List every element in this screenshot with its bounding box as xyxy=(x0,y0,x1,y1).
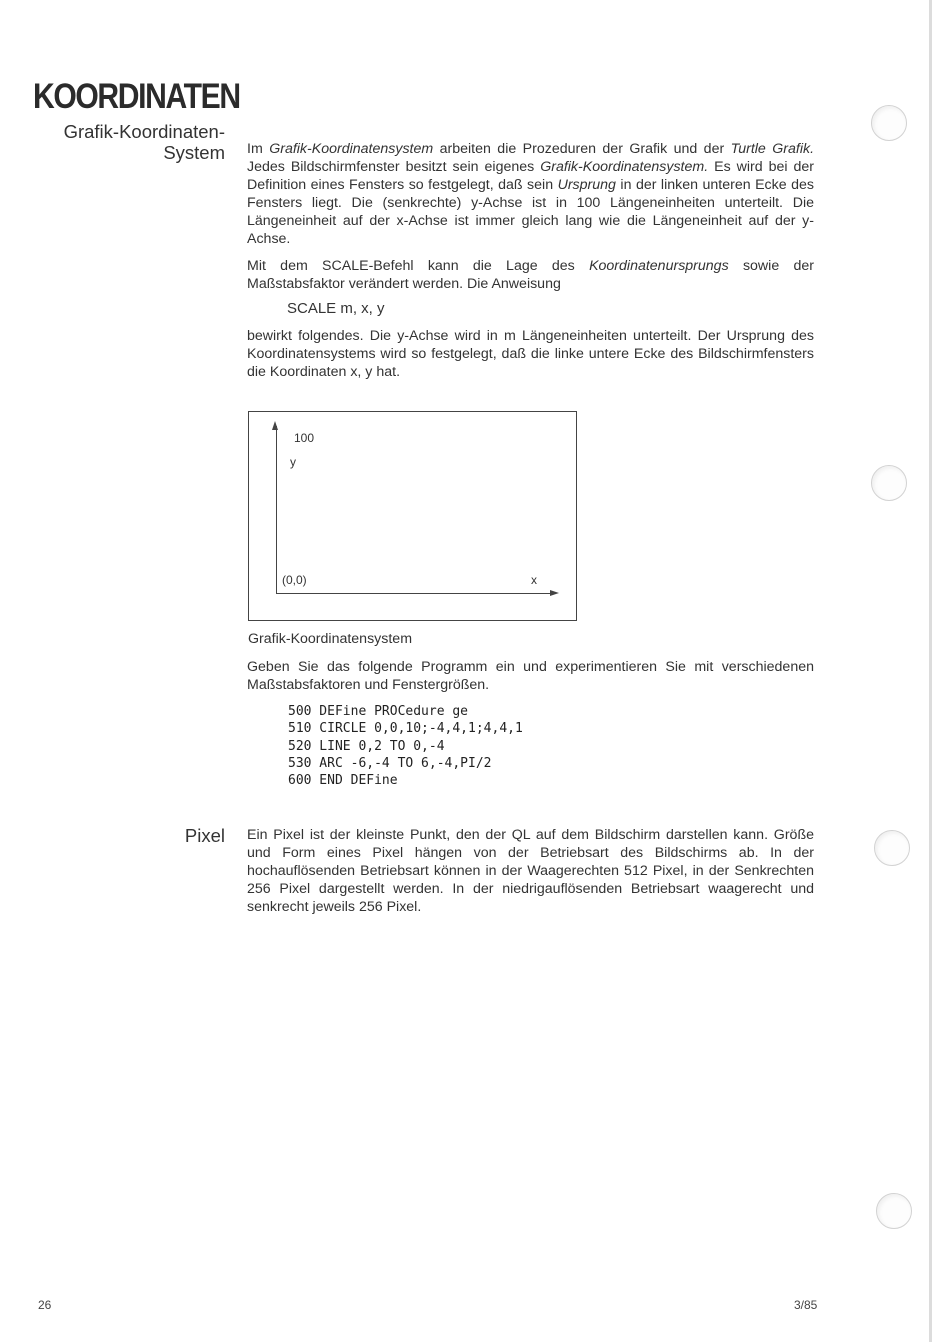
x-axis xyxy=(276,593,552,594)
code-line: 530 ARC -6,-4 TO 6,-4,PI/2 xyxy=(288,755,492,771)
diagram-caption: Grafik-Koordinatensystem xyxy=(248,631,413,647)
coordinate-diagram xyxy=(248,411,577,621)
edition-date: 3/85 xyxy=(794,1298,818,1312)
code-line: 500 DEFine PROCedure ge xyxy=(288,704,469,719)
section-heading-pixel: Pixel xyxy=(184,825,225,846)
scale-command: SCALE m, x, y xyxy=(287,300,385,317)
binder-hole xyxy=(871,105,907,141)
page-number: 26 xyxy=(38,1298,52,1312)
binder-hole xyxy=(876,1193,912,1229)
section-heading-grafik-koordinatensystem xyxy=(64,121,225,163)
label-x: x xyxy=(531,573,537,587)
label-origin: (0,0) xyxy=(282,573,307,587)
label-100: 100 xyxy=(294,431,315,445)
page-edge xyxy=(929,0,932,1342)
code-line: 510 CIRCLE 0,0,10;-4,4,1;4,4,1 xyxy=(288,721,523,737)
paragraph-pixel: Ein Pixel ist der kleinste Punkt, den der QL auf dem Bildschirm darstellen kann. Größe und Form eines Pixel hängen von der Betriebsart des Bildschirms ab. In der hochauflösenden Betriebsart können in der Waagerechten 512 Pixel, in der Senkrechten 256 Pixel dargestellt werden. In der niedrigauflösenden Betriebsart waagerecht und senkrecht jeweils 256 Pixel. xyxy=(247,827,814,915)
paragraph-scale-effect: bewirkt folgendes. Die y-Achse wird in m Längeneinheiten unterteilt. Der Ursprung des Koordinatensystems wird so festgelegt, daß die linke untere Ecke des Bildschirmfensters die Koordinaten x, y hat. xyxy=(247,328,814,380)
paragraph-scale: Mit dem SCALE-Befehl kann die Lage des Koordinatenursprungs sowie der Maßstabsfaktor verändert werden. Die Anweisung xyxy=(247,258,814,292)
label-y: y xyxy=(290,455,296,469)
binder-hole xyxy=(874,830,910,866)
x-axis-arrow xyxy=(550,590,559,596)
code-line: 600 END DEFine xyxy=(288,773,398,789)
y-axis xyxy=(276,426,277,594)
paragraph-intro: Im Grafik-Koordinatensystem arbeiten die Prozeduren der Grafik und der Turtle Grafik. Jedes Bildschirmfenster besitzt sein eigenes Grafik-Koordinatensystem. Es wird bei der Definition eines Fensters so festgelegt, daß sein Ursprung in der linken unteren Ecke des Fensters liegt. Die (senkrechte) y-Achse ist in 100 Längeneinheiten unterteilt. Die Längeneinheit auf der x-Achse ist immer gleich lang wie die Längeneinheit auf der y-Achse. xyxy=(247,141,815,247)
chapter-title: KOORDINATEN xyxy=(33,77,240,116)
section-heading-line: System xyxy=(163,142,225,163)
binder-hole xyxy=(871,465,907,501)
paragraph-program-intro: Geben Sie das folgende Programm ein und experimentieren Sie mit verschiedenen Maßstabsfaktoren und Fenstergrößen. xyxy=(247,659,814,693)
section-heading-line: Grafik-Koordinaten- xyxy=(63,121,225,142)
program-listing xyxy=(288,703,523,789)
code-line: 520 LINE 0,2 TO 0,-4 xyxy=(288,738,445,754)
